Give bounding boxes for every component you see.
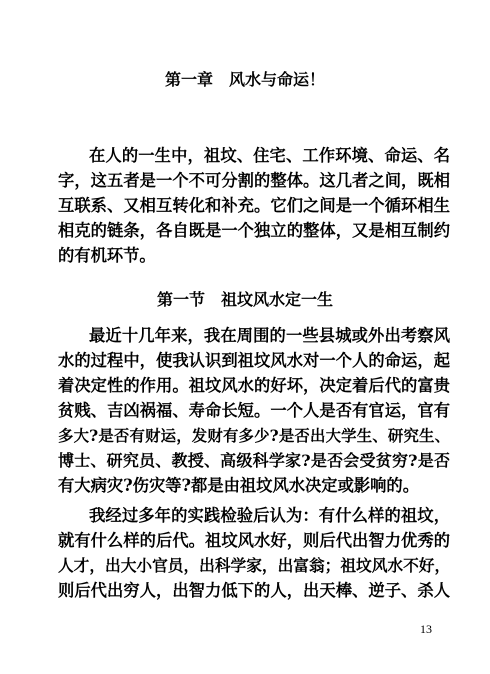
page-number: 13 (420, 622, 432, 636)
paragraph-line: 字，这五者是一个不可分割的整体。这几者之间，既相 (58, 171, 450, 190)
paragraph-line: 在人的一生中，祖坟、住宅、工作环境、命运、名 (89, 146, 450, 165)
paragraph-line: 多大?是否有财运，发财有多少?是否出大学生、研究生、 (58, 427, 450, 445)
paragraph-line: 有大病灾?伤灾等?都是由祖坟风水决定或影响的。 (58, 476, 419, 495)
paragraph-line: 人才，出大小官员，出科学家，出富翁；祖坟风水不好， (58, 556, 451, 575)
paragraph-line: 的有机环节。 (58, 246, 156, 265)
paragraph-line: 贫贱、吉凶祸福、寿命长短。一个人是否有官运，官有 (58, 401, 450, 420)
paragraph-line: 水的过程中，使我认识到祖坟风水对一个人的命运，起 (58, 351, 450, 370)
paragraph-line: 最近十几年来，我在周围的一些县城或外出考察风 (89, 326, 450, 345)
paragraph-line: 则后代出穷人，出智力低下的人，出天棒、逆子、杀人 (58, 581, 450, 600)
paragraph-line: 博士、研究员、教授、高级科学家?是否会受贫穷?是否 (58, 451, 450, 470)
paragraph-line: 就有什么样的后代。祖坟风水好，则后代出智力优秀的 (58, 531, 450, 550)
paragraph-line: 相克的链条，各自既是一个独立的整体，又是相互制约 (58, 221, 450, 240)
chapter-title: 第一章 风水与命运！ (164, 70, 325, 89)
paragraph-line: 互联系、又相互转化和补充。它们之间是一个循环相生 (58, 196, 450, 215)
paragraph-line: 着决定性的作用。祖坟风水的好坏，决定着后代的富贵 (58, 376, 450, 395)
section-title: 第一节 祖坟风水定一生 (156, 290, 333, 309)
paragraph-line: 我经过多年的实践检验后认为：有什么样的祖坟， (89, 506, 450, 525)
